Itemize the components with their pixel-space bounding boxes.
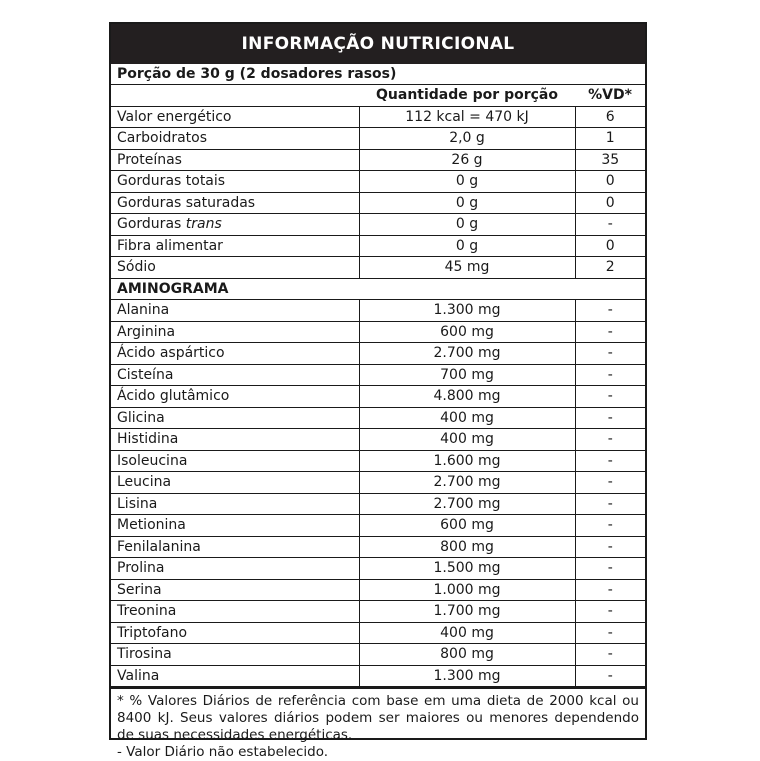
amino-row (111, 429, 645, 451)
nutrient-name: Carboidratos (111, 128, 359, 150)
amino-row (111, 407, 645, 429)
nutrient-name (111, 214, 359, 236)
nutrient-row (111, 149, 645, 171)
amino-qty: 1.700 mg (359, 601, 575, 623)
amino-row (111, 644, 645, 666)
amino-qty: 4.800 mg (359, 386, 575, 408)
amino-vd: - (575, 515, 645, 537)
nutrient-qty: 0 g (359, 214, 575, 236)
amino-row (111, 601, 645, 623)
nutrition-table-body (111, 85, 645, 687)
nutrient-qty: 0 g (359, 235, 575, 257)
nutrient-name: Proteínas (111, 149, 359, 171)
nutrient-row (111, 171, 645, 193)
amino-row (111, 364, 645, 386)
portion-size: Porção de 30 g (2 dosadores rasos) (111, 64, 645, 85)
amino-name: Ácido glutâmico (111, 386, 359, 408)
nutrient-row (111, 128, 645, 150)
amino-name: Leucina (111, 472, 359, 494)
amino-row (111, 386, 645, 408)
nutrient-vd: - (575, 214, 645, 236)
amino-name: Valina (111, 665, 359, 687)
amino-qty: 1.000 mg (359, 579, 575, 601)
amino-vd: - (575, 343, 645, 365)
amino-name: Ácido aspártico (111, 343, 359, 365)
amino-qty: 700 mg (359, 364, 575, 386)
nutrient-name-prefix: Gorduras (117, 216, 186, 233)
header-vd-cell: %VD* (575, 85, 645, 106)
amino-qty: 1.300 mg (359, 300, 575, 322)
nutrient-qty: 26 g (359, 149, 575, 171)
label-title: INFORMAÇÃO NUTRICIONAL (111, 24, 645, 64)
nutrient-vd: 1 (575, 128, 645, 150)
amino-name: Fenilalanina (111, 536, 359, 558)
amino-qty: 1.500 mg (359, 558, 575, 580)
amino-name: Metionina (111, 515, 359, 537)
amino-vd: - (575, 665, 645, 687)
amino-name: Prolina (111, 558, 359, 580)
amino-name: Serina (111, 579, 359, 601)
amino-qty: 800 mg (359, 536, 575, 558)
amino-qty: 1.300 mg (359, 665, 575, 687)
nutrition-table (111, 85, 645, 687)
nutrient-name: Fibra alimentar (111, 235, 359, 257)
amino-name: Lisina (111, 493, 359, 515)
amino-row (111, 493, 645, 515)
amino-vd: - (575, 622, 645, 644)
amino-name: Cisteína (111, 364, 359, 386)
nutrient-vd: 35 (575, 149, 645, 171)
amino-name: Alanina (111, 300, 359, 322)
nutrient-vd: 0 (575, 192, 645, 214)
amino-row (111, 343, 645, 365)
nutrient-name: Gorduras saturadas (111, 192, 359, 214)
nutrition-facts-label (109, 22, 647, 760)
aminogram-section-row (111, 278, 645, 300)
header-qty-cell: Quantidade por porção (359, 85, 575, 106)
nutrient-vd: 6 (575, 106, 645, 128)
amino-row (111, 536, 645, 558)
amino-name: Histidina (111, 429, 359, 451)
nutrient-qty: 0 g (359, 192, 575, 214)
nutrient-qty: 2,0 g (359, 128, 575, 150)
amino-qty: 400 mg (359, 429, 575, 451)
nutrient-qty: 0 g (359, 171, 575, 193)
amino-vd: - (575, 386, 645, 408)
amino-vd: - (575, 644, 645, 666)
amino-qty: 600 mg (359, 515, 575, 537)
amino-vd: - (575, 429, 645, 451)
nutrient-qty: 112 kcal = 470 kJ (359, 106, 575, 128)
nutrient-row (111, 235, 645, 257)
amino-vd: - (575, 601, 645, 623)
amino-qty: 2.700 mg (359, 343, 575, 365)
nutrient-qty: 45 mg (359, 257, 575, 279)
amino-vd: - (575, 300, 645, 322)
amino-row (111, 579, 645, 601)
amino-qty: 400 mg (359, 622, 575, 644)
footnote-reference: * % Valores Diários de referência com base em uma dieta de 2000 kcal ou 8400 kJ. Seus valores diários podem ser maiores ou menores dependendo de suas necessidades energéticas. (117, 693, 639, 743)
amino-vd: - (575, 407, 645, 429)
amino-vd: - (575, 364, 645, 386)
nutrient-row (111, 106, 645, 128)
amino-vd: - (575, 558, 645, 580)
nutrient-vd: 0 (575, 171, 645, 193)
nutrient-row (111, 192, 645, 214)
nutrient-vd: 0 (575, 235, 645, 257)
amino-row (111, 558, 645, 580)
amino-qty: 400 mg (359, 407, 575, 429)
amino-row (111, 665, 645, 687)
amino-vd: - (575, 579, 645, 601)
amino-vd: - (575, 472, 645, 494)
nutrient-name-italic: trans (185, 216, 222, 233)
amino-qty: 2.700 mg (359, 472, 575, 494)
amino-vd: - (575, 321, 645, 343)
nutrient-name: Valor energético (111, 106, 359, 128)
amino-name: Triptofano (111, 622, 359, 644)
amino-name: Glicina (111, 407, 359, 429)
amino-qty: 600 mg (359, 321, 575, 343)
nutrient-row (111, 257, 645, 279)
amino-row (111, 472, 645, 494)
footnote (111, 687, 645, 761)
amino-name: Arginina (111, 321, 359, 343)
aminogram-title: AMINOGRAMA (111, 278, 645, 300)
footnote-not-established: - Valor Diário não estabelecido. (117, 744, 329, 760)
amino-vd: - (575, 536, 645, 558)
nutrient-vd: 2 (575, 257, 645, 279)
header-name-cell (111, 85, 359, 106)
amino-qty: 800 mg (359, 644, 575, 666)
amino-vd: - (575, 450, 645, 472)
amino-name: Isoleucina (111, 450, 359, 472)
amino-row (111, 450, 645, 472)
nutrient-name: Gorduras totais (111, 171, 359, 193)
amino-row (111, 622, 645, 644)
amino-name: Treonina (111, 601, 359, 623)
amino-name: Tirosina (111, 644, 359, 666)
amino-qty: 1.600 mg (359, 450, 575, 472)
amino-vd: - (575, 493, 645, 515)
nutrient-row (111, 214, 645, 236)
amino-row (111, 515, 645, 537)
amino-qty: 2.700 mg (359, 493, 575, 515)
nutrient-name: Sódio (111, 257, 359, 279)
amino-row (111, 321, 645, 343)
table-header-row (111, 85, 645, 106)
amino-row (111, 300, 645, 322)
